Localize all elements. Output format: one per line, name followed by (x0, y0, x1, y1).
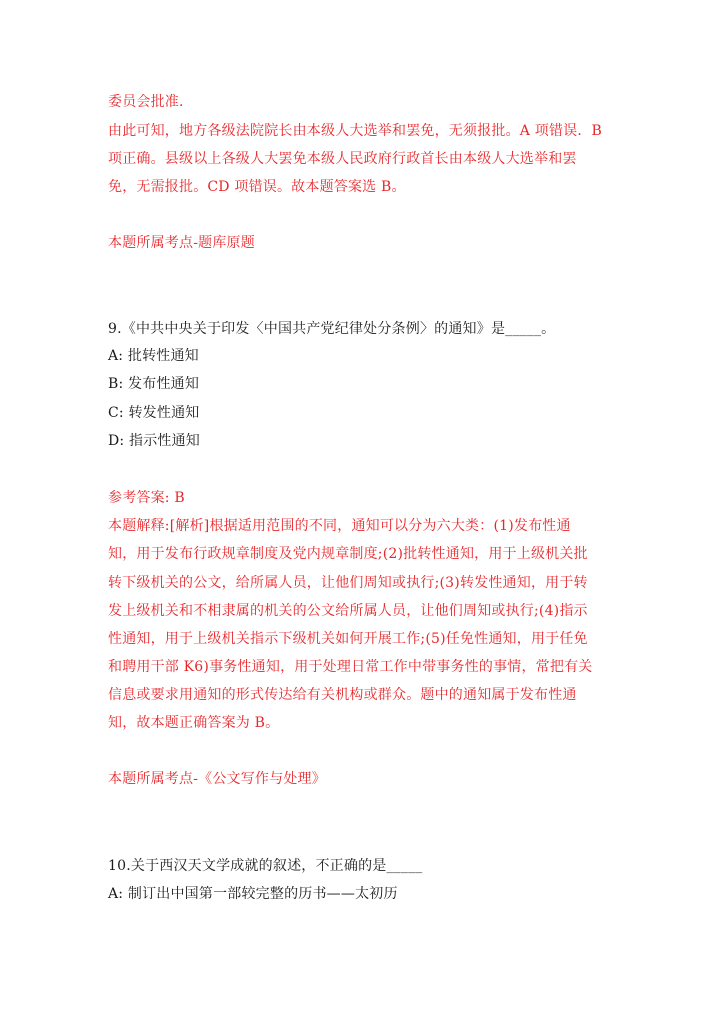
q9-explanation-line: 信息或要求用通知的形式传达给有关机构或群众。题中的通知属于发布性通 (108, 687, 577, 703)
q10-stem: 10.关于西汉天文学成就的叙述，不正确的是_____ (108, 858, 423, 874)
q9-explanation-line: 和聘用干部 K6)事务性通知，用于处理日常工作中带事务性的事情，常把有关 (108, 659, 593, 675)
prev-explanation-line: 免，无需报批。CD 项错误。故本题答案选 B。 (108, 179, 406, 195)
q9-option-a: A: 批转性通知 (108, 348, 199, 364)
q9-option-d: D: 指示性通知 (108, 433, 200, 449)
prev-topic: 本题所属考点-题库原题 (108, 235, 255, 251)
q9-option-c: C: 转发性通知 (108, 405, 200, 421)
q9-option-b: B: 发布性通知 (108, 376, 200, 392)
q9-explanation-line: 发上级机关和不相隶属的机关的公文给所属人员，让他们周知或执行;(4)指示 (108, 603, 588, 619)
q9-topic: 本题所属考点-《公文写作与处理》 (108, 771, 326, 787)
q9-answer: 参考答案: B (108, 490, 185, 506)
q9-explanation-line: 转下级机关的公文，给所属人员，让他们周知或执行;(3)转发性通知，用于转 (108, 575, 588, 591)
prev-explanation-line: 由此可知，地方各级法院院长由本级人大选举和罢免，无须报批。A 项错误．B (108, 123, 603, 139)
q9-explanation-line: 本题解释:[解析]根据适用范围的不同，通知可以分为六大类：(1)发布性通 (108, 518, 571, 534)
q9-explanation-line: 性通知，用于上级机关指示下级机关如何开展工作;(5)任免性通知，用于任免 (108, 631, 588, 647)
q9-explanation-line: 知，用于发布行政规章制度及党内规章制度;(2)批转性通知，用于上级机关批 (108, 546, 588, 562)
prev-explanation-line: 委员会批准. (108, 94, 184, 110)
q9-explanation-line: 知，故本题正确答案为 B。 (108, 715, 280, 731)
q9-stem: 9.《中共中央关于印发〈中国共产党纪律处分条例〉的通知》是_____。 (108, 321, 556, 337)
prev-explanation-line: 项正确。县级以上各级人大罢免本级人民政府行政首长由本级人大选举和罢 (108, 151, 577, 167)
q10-option-a: A: 制订出中国第一部较完整的历书——太初历 (108, 886, 398, 902)
